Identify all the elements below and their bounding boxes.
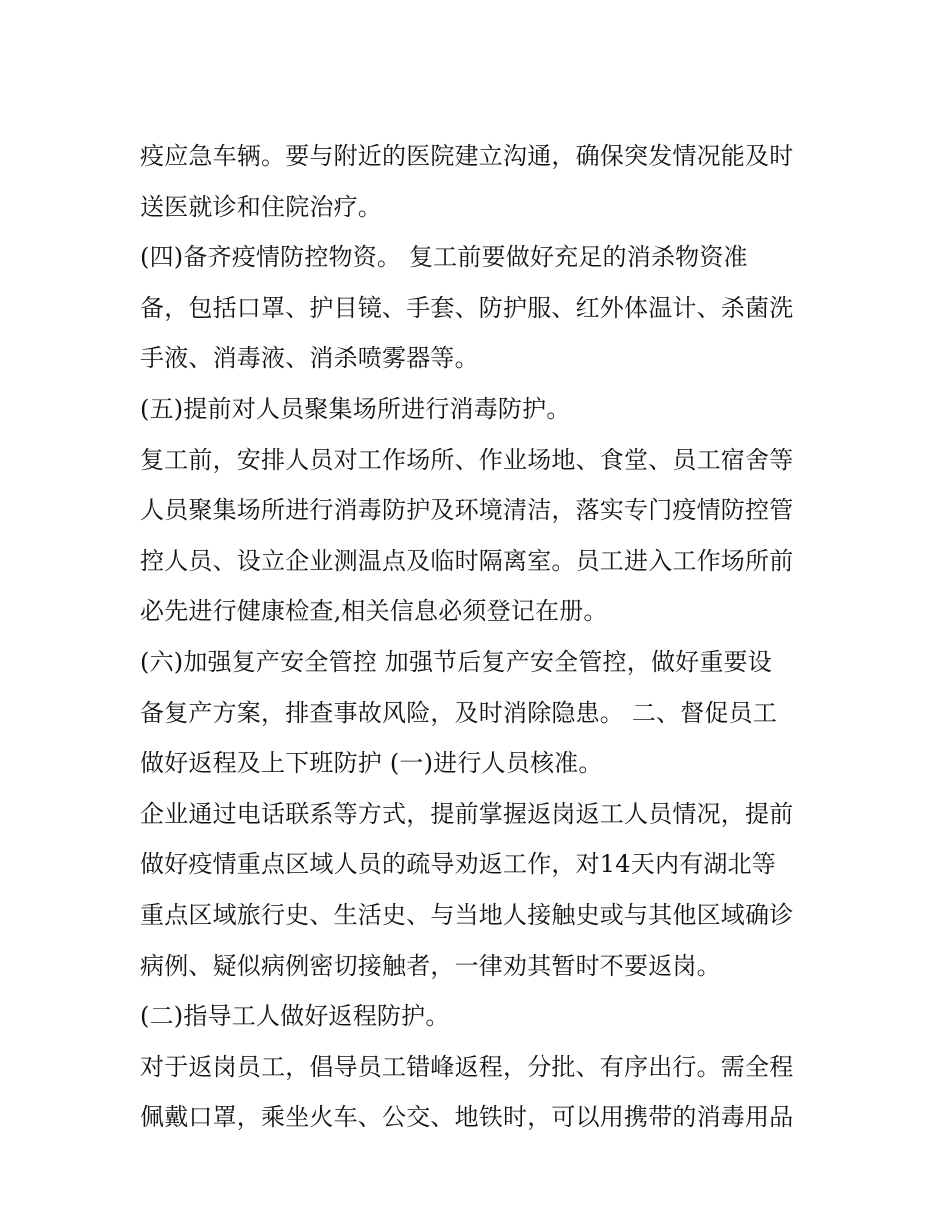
section-heading-line: (六)加强复产安全管控 加强节后复产安全管控，做好重要设	[140, 647, 772, 676]
text-line: 重点区域旅行史、生活史、与当地人接触史或与其他区域确诊	[140, 900, 794, 929]
document-body	[140, 131, 820, 1143]
section-heading-line: (二)指导工人做好返程防护。	[140, 1002, 450, 1031]
text-line: 病例、疑似病例密切接触者，一律劝其暂时不要返岗。	[140, 951, 721, 980]
text-line: 企业通过电话联系等方式，提前掌握返岗返工人员情况，提前	[140, 799, 794, 828]
text-line: 人员聚集场所进行消毒防护及环境清洁，落实专门疫情防控管	[140, 496, 794, 525]
section-heading-line: (五)提前对人员聚集场所进行消毒防护。	[140, 394, 571, 423]
text-line: 送医就诊和住院治疗。	[140, 192, 382, 221]
text-line: 做好返程及上下班防护 (一)进行人员核准。	[140, 749, 603, 778]
text-line: 必先进行健康检查,相关信息必须登记在册。	[140, 597, 608, 626]
section-heading-line: (四)备齐疫情防控物资。 复工前要做好充足的消杀物资准	[140, 243, 748, 272]
text-line: 佩戴口罩，乘坐火车、公交、地铁时，可以用携带的消毒用品	[140, 1103, 794, 1132]
text-line: 手液、消毒液、消杀喷雾器等。	[140, 344, 479, 373]
text-line: 控人员、设立企业测温点及临时隔离室。员工进入工作场所前	[140, 546, 794, 575]
text-line: 备复产方案，排查事故风险，及时消除隐患。 二、督促员工	[140, 698, 778, 727]
text-line: 疫应急车辆。要与附近的医院建立沟通，确保突发情况能及时	[140, 142, 794, 170]
text-line: 做好疫情重点区域人员的疏导劝返工作，对14天内有湖北等	[140, 850, 776, 879]
text-line: 复工前，安排人员对工作场所、作业场地、食堂、员工宿舍等	[140, 445, 794, 474]
text-line: 对于返岗员工，倡导员工错峰返程，分批、有序出行。需全程	[140, 1052, 794, 1081]
text-line: 备，包括口罩、护目镜、手套、防护服、红外体温计、杀菌洗	[140, 293, 794, 322]
